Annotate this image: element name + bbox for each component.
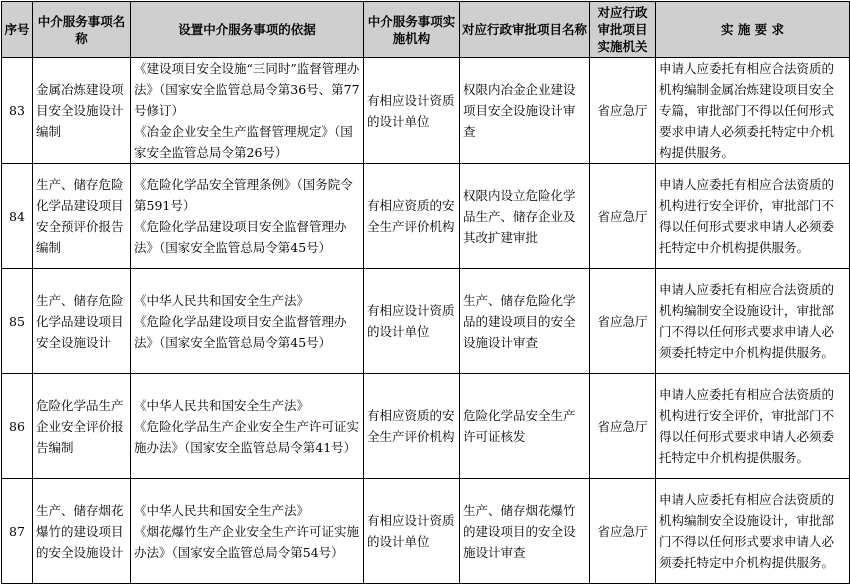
cell-service-name: 生产、储存烟花爆竹的建设项目的安全设施设计	[33, 479, 131, 584]
cell-seq: 86	[2, 374, 33, 479]
cell-service-name: 生产、储存危险化学品建设项目安全设施设计	[33, 269, 131, 374]
basis-item: 《中华人民共和国安全生产法》	[134, 397, 310, 413]
cell-approval-item: 权限内冶金企业建设项目安全设施设计审查	[460, 58, 590, 164]
cell-seq: 84	[2, 164, 33, 269]
cell-requirement: 申请人应委托有相应合法资质的机构进行安全评价，审批部门不得以任何形式要求申请人必须委托特定中介机构提供服务。	[656, 164, 850, 269]
table-header-row	[2, 2, 850, 58]
cell-agency-org: 有相应资质的安全生产评价机构	[364, 164, 460, 269]
basis-item: 《危险化学品建设项目安全监督管理办法》（国家安全监管总局令第45号）	[134, 219, 347, 255]
cell-approval-item: 权限内设立危险化学品生产、储存企业及其改扩建审批	[460, 164, 590, 269]
cell-basis	[131, 479, 364, 584]
basis-item: 《危险化学品生产企业安全生产许可证实施办法》（国家安全监管总局令第41号）	[134, 418, 360, 455]
cell-service-name: 金属冶炼建设项目安全设施设计编制	[33, 58, 131, 164]
cell-basis	[131, 374, 364, 479]
cell-basis	[131, 58, 364, 164]
cell-approval-org: 省应急厅	[590, 269, 656, 374]
table-row	[2, 479, 850, 584]
header-requirement: 实 施 要 求	[656, 2, 850, 58]
cell-requirement: 申请人应委托有相应合法资质的机构编制金属冶炼建设项目安全专篇，审批部门不得以任何形式要求申请人必须委托特定中介机构提供服务。	[656, 58, 850, 164]
header-approval-item: 对应行政审批项目名称	[460, 2, 590, 58]
basis-item: 《危险化学品建设项目安全监督管理办法》（国家安全监管总局令第45号）	[134, 313, 347, 350]
intermediary-services-table	[1, 1, 850, 584]
cell-approval-org: 省应急厅	[590, 164, 656, 269]
cell-seq: 83	[2, 58, 33, 164]
cell-approval-item: 生产、储存危险化学品的建设项目的安全设施设计审查	[460, 269, 590, 374]
cell-approval-org: 省应急厅	[590, 58, 656, 164]
cell-approval-item: 危险化学品安全生产许可证核发	[460, 374, 590, 479]
cell-approval-item: 生产、储存烟花爆竹的建设项目的安全设施设计审查	[460, 479, 590, 584]
cell-seq: 85	[2, 269, 33, 374]
header-approval-org: 对应行政审批项目实施机关	[590, 2, 656, 58]
cell-agency-org: 有相应资质的安全生产评价机构	[364, 374, 460, 479]
cell-approval-org: 省应急厅	[590, 374, 656, 479]
basis-item: 《中华人民共和国安全生产法》	[134, 502, 310, 518]
cell-basis	[131, 269, 364, 374]
table-row	[2, 269, 850, 374]
basis-item: 《冶金企业安全生产监督管理规定》（国家安全监管总局令第26号）	[134, 124, 353, 160]
basis-item: 《建设项目安全设施“三同时”监督管理办法》（国家安全监管总局令第36号、第77号修订）	[134, 61, 360, 118]
basis-item: 《中华人民共和国安全生产法》	[134, 292, 310, 308]
cell-service-name: 生产、储存危险化学品建设项目安全预评价报告编制	[33, 164, 131, 269]
cell-agency-org: 有相应设计资质的设计单位	[364, 479, 460, 584]
header-agency-org: 中介服务事项实施机构	[364, 2, 460, 58]
cell-requirement: 申请人应委托有相应合法资质的机构编制安全设施设计，审批部门不得以任何形式要求申请人必须委托特定中介机构提供服务。	[656, 479, 850, 584]
cell-requirement: 申请人应委托有相应合法资质的机构编制安全设施设计，审批部门不得以任何形式要求申请人必须委托特定中介机构提供服务。	[656, 269, 850, 374]
cell-basis	[131, 164, 364, 269]
header-basis: 设置中介服务事项的依据	[131, 2, 364, 58]
table-row	[2, 164, 850, 269]
cell-service-name: 危险化学品生产企业安全评价报告编制	[33, 374, 131, 479]
header-service-name: 中介服务事项名称	[33, 2, 131, 58]
basis-item: 《烟花爆竹生产企业安全生产许可证实施办法》（国家安全监管总局令第54号）	[134, 523, 360, 560]
header-seq: 序号	[2, 2, 33, 58]
cell-agency-org: 有相应设计资质的设计单位	[364, 58, 460, 164]
cell-agency-org: 有相应设计资质的设计单位	[364, 269, 460, 374]
cell-approval-org: 省应急厅	[590, 479, 656, 584]
table-row	[2, 58, 850, 164]
basis-item: 《危险化学品安全管理条例》（国务院令第591号）	[134, 177, 353, 213]
table-row	[2, 374, 850, 479]
cell-seq: 87	[2, 479, 33, 584]
cell-requirement: 申请人应委托有相应合法资质的机构进行安全评价，审批部门不得以任何形式要求申请人必须委托特定中介机构提供服务。	[656, 374, 850, 479]
